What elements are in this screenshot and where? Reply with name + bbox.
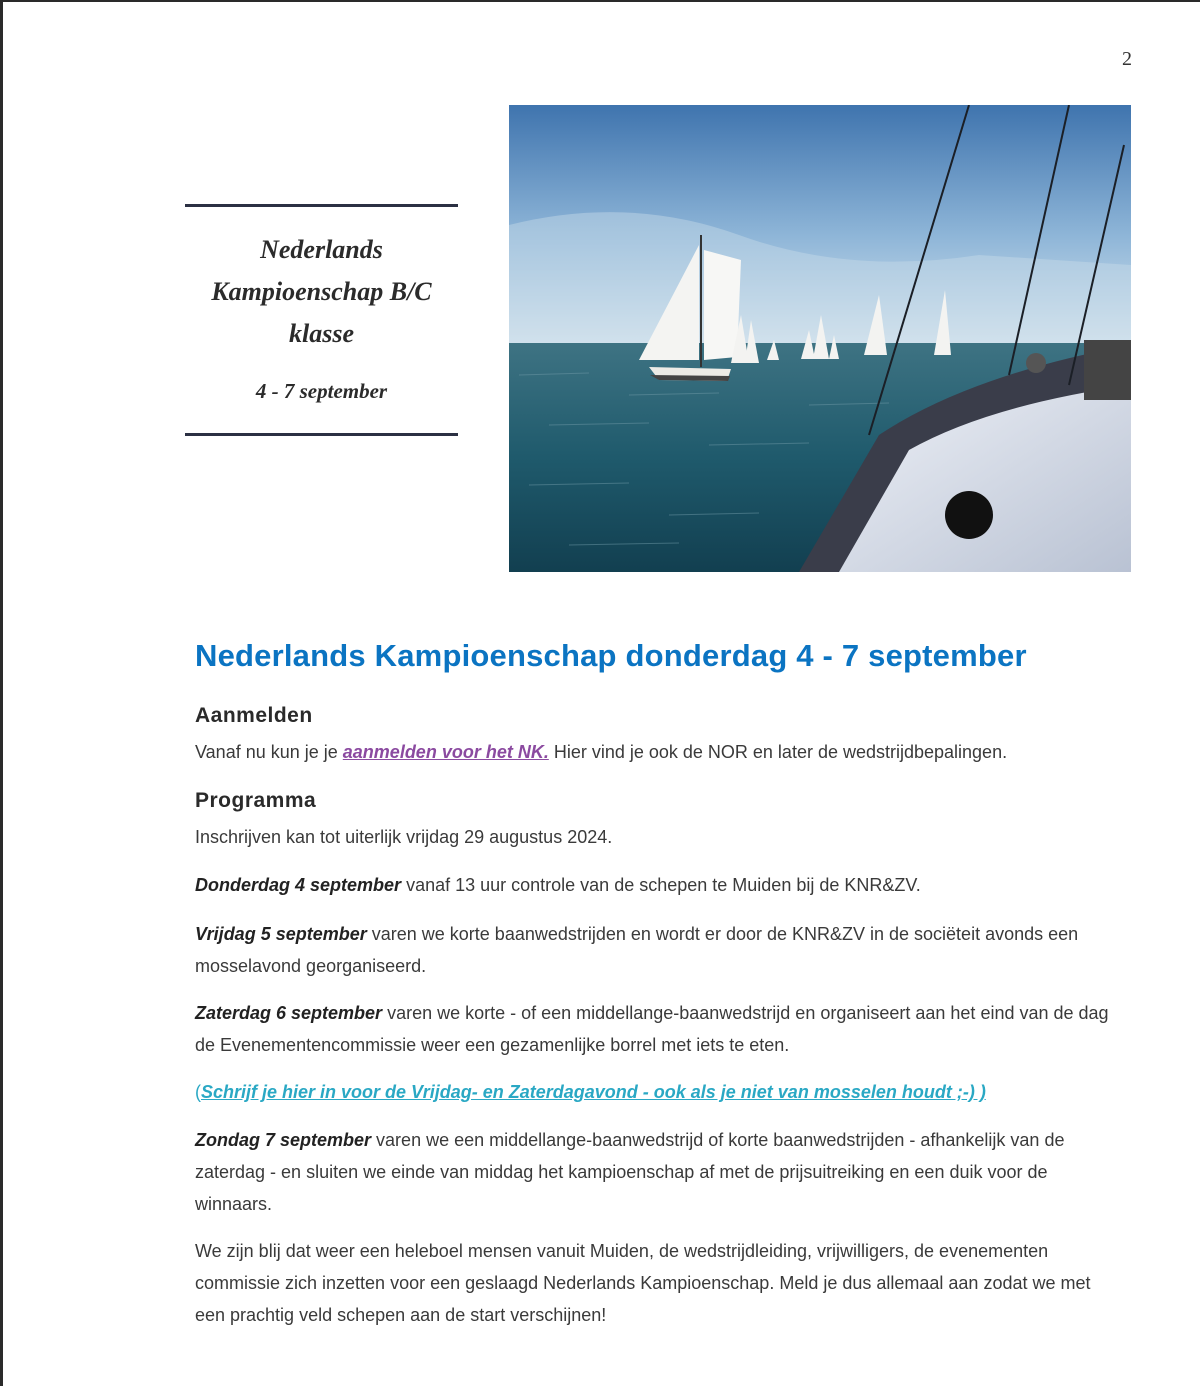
title-box-title <box>185 229 458 355</box>
aanmelden-paragraph <box>195 736 1140 768</box>
sunday-text: varen we een middellange-baanwedstrijd of korte baanwedstrijden - afhankelijk van de zaterdag - en sluiten we einde van middag het kampioenschap af met de prijsuitreiking en een duik voor de winnaars. <box>195 1130 1065 1214</box>
sunday-paragraph <box>195 1124 1075 1220</box>
thursday-paragraph <box>195 869 1140 901</box>
sailing-photo <box>509 105 1131 572</box>
signup-link[interactable]: Schrijf je hier in voor de Vrijdag- en Zaterdagavond - ook als je niet van mosselen houdt ;-) ) <box>201 1082 986 1102</box>
article-heading: Nederlands Kampioenschap donderdag 4 - 7 september <box>195 638 1027 673</box>
thursday-text: vanaf 13 uur controle van de schepen te Muiden bij de KNR&ZV. <box>401 875 921 895</box>
programma-heading: Programma <box>195 789 317 812</box>
friday-paragraph <box>195 918 1120 982</box>
title-box <box>185 204 458 436</box>
saturday-day: Zaterdag 6 september <box>195 1003 383 1023</box>
saturday-paragraph <box>195 997 1120 1061</box>
title-line-2: Kampioenschap B/C <box>211 277 432 306</box>
aanmelden-heading: Aanmelden <box>195 704 313 727</box>
signup-paragraph <box>195 1076 1140 1108</box>
friday-text: varen we korte baanwedstrijden en wordt er door de KNR&ZV in de sociëteit avonds een mosselavond georganiseerd. <box>195 924 1079 976</box>
thursday-day: Donderdag 4 september <box>195 875 402 895</box>
aanmelden-link[interactable]: aanmelden voor het NK. <box>342 742 549 762</box>
aanmelden-text-before: Vanaf nu kun je je <box>195 742 343 762</box>
saturday-text: varen we korte - of een middellange-baanwedstrijd en organiseert aan het eind van de dag de Evenementencommissie weer een gezamenlijke borrel met iets te eten. <box>195 1003 1109 1055</box>
page-number: 2 <box>1122 48 1132 70</box>
title-line-3: klasse <box>289 319 354 348</box>
deadline-paragraph: Inschrijven kan tot uiterlijk vrijdag 29 augustus 2024. <box>195 827 613 847</box>
closing-paragraph: We zijn blij dat weer een heleboel mensen vanuit Muiden, de wedstrijdleiding, vrijwilligers, de evenementen commissie zich inzetten voor een geslaagd Nederlands Kampioenschap. Meld je dus allemaal aan zodat we met een prachtig veld schepen aan de start verschijnen! <box>195 1241 1091 1325</box>
title-line-1: Nederlands <box>260 235 383 264</box>
signup-open-paren: ( <box>195 1082 201 1102</box>
sailing-photo-illustration <box>509 105 1131 572</box>
friday-day: Vrijdag 5 september <box>195 924 367 944</box>
sunday-day: Zondag 7 september <box>195 1130 372 1150</box>
aanmelden-text-after: Hier vind je ook de NOR en later de wedstrijdbepalingen. <box>548 742 1008 762</box>
title-box-dates: 4 - 7 september <box>255 379 388 403</box>
